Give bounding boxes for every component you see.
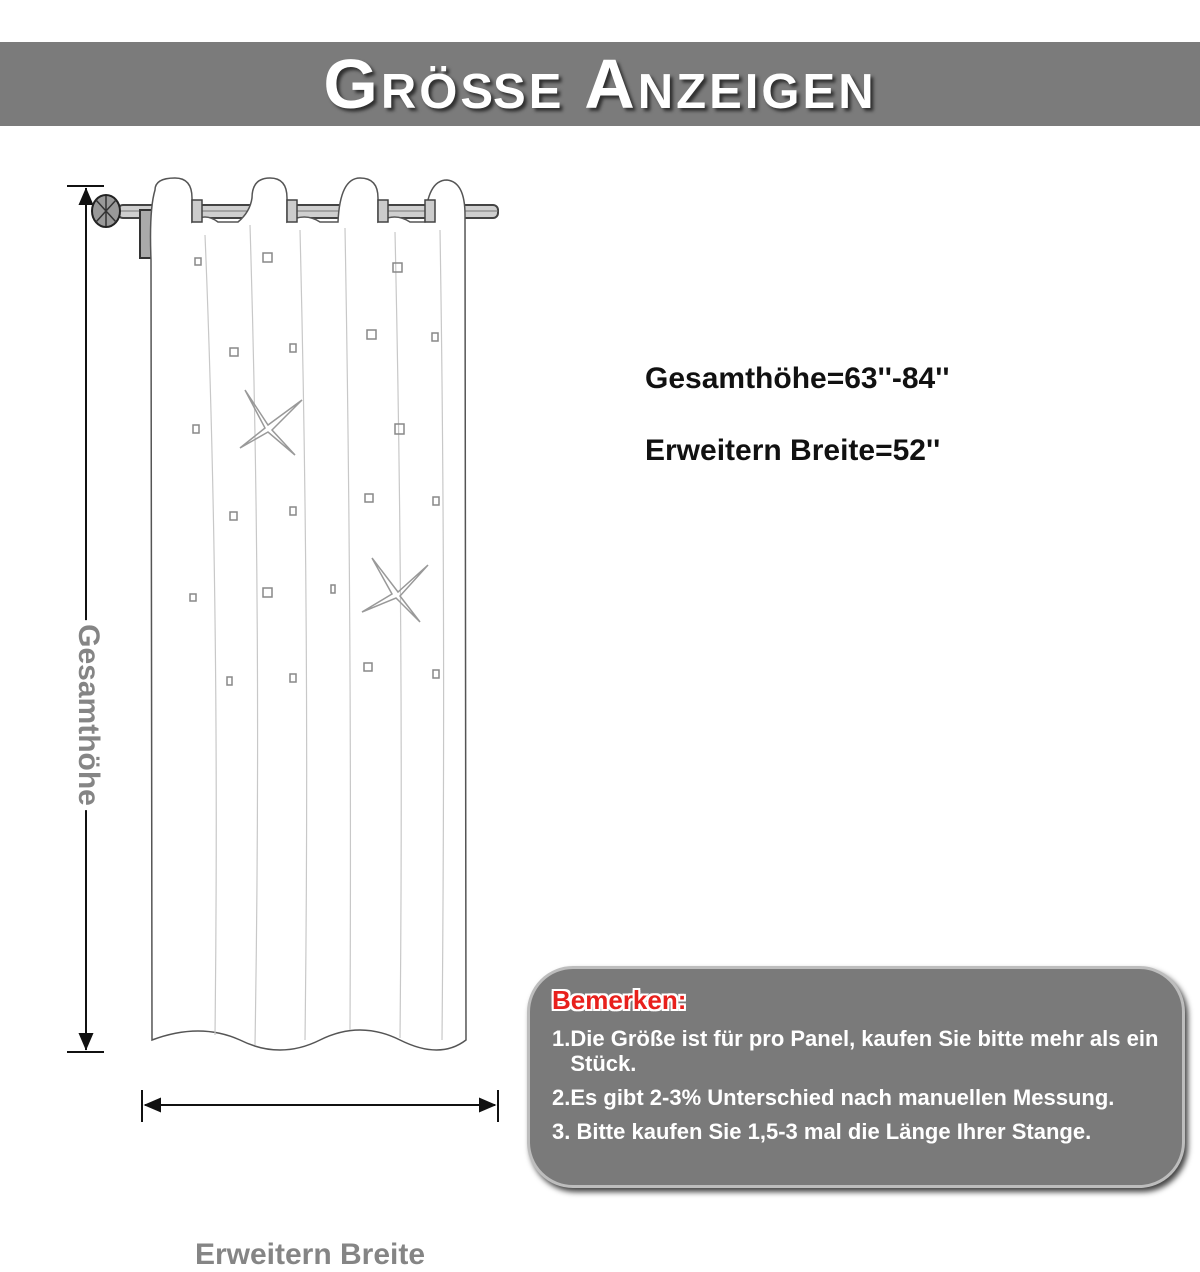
height-spec: Gesamthöhe=63''-84'' [645, 362, 950, 395]
note-text: Es gibt 2-3% Unterschied nach manuellen Messung. [570, 1085, 1115, 1110]
note-text: Bitte kaufen Sie 1,5-3 mal die Länge Ihrer Stange. [576, 1119, 1092, 1144]
curtain-illustration [0, 150, 560, 1271]
note-item [552, 1085, 1164, 1110]
width-spec: Erweitern Breite=52'' [645, 434, 941, 467]
height-dimension-line [67, 186, 104, 1052]
title-banner [0, 42, 1200, 126]
width-dimension-label: Erweitern Breite [194, 1238, 426, 1271]
note-number: 1. [552, 1026, 571, 1051]
size-specs [645, 362, 950, 506]
width-dimension-line [142, 1090, 498, 1122]
note-number: 2. [552, 1085, 571, 1110]
note-item [552, 1119, 1164, 1144]
notes-box [527, 966, 1185, 1188]
height-dimension-label: Gesamthöhe [71, 620, 105, 810]
notes-title: Bemerken: [552, 985, 687, 1015]
page-title: Größe Anzeigen [323, 45, 877, 123]
note-text: Die Größe ist für pro Panel, kaufen Sie bitte mehr als ein Stück. [570, 1026, 1159, 1076]
note-number: 3. [552, 1119, 577, 1144]
note-item [552, 1026, 1164, 1076]
curtain-panel [151, 178, 467, 1050]
